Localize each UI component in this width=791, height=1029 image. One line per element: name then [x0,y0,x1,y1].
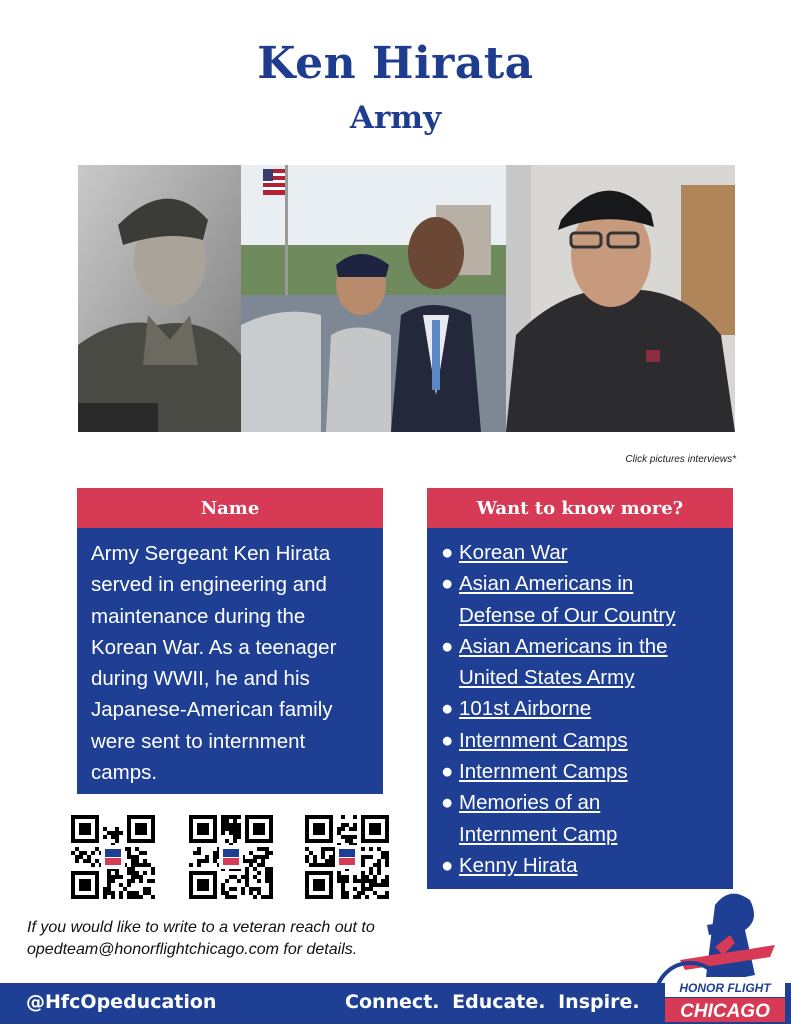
elder-photo[interactable] [506,165,735,432]
bio-line: were sent to internment [91,729,306,753]
resource-link[interactable] [459,572,676,626]
qr-code-icon[interactable] [189,815,273,899]
resource-link[interactable] [459,760,628,783]
resource-link-text: 101st Airborne [459,697,592,721]
contact-line: If you would like to write to a veteran reach out to [27,919,375,936]
bio-panel [77,528,383,794]
bullet-icon: ● [441,728,454,752]
resource-link-item [441,725,723,756]
contact-note [27,917,487,961]
honor-flight-logo [645,885,791,1024]
qr-code-icon[interactable] [71,815,155,899]
resource-link-text: Asian Americans in [459,572,634,596]
resource-link[interactable] [459,541,568,564]
resource-link-item [441,693,723,724]
photo-strip [78,165,735,432]
resource-link-text: Asian Americans in the [459,634,668,658]
qr-code-icon[interactable] [305,815,389,899]
resource-link-item [441,568,723,631]
bio-line: maintenance during the [91,604,306,628]
logo-line2: CHICAGO [680,1001,770,1022]
resource-link-item [441,787,723,850]
bullet-icon: ● [441,791,454,815]
resource-link-text: Korean War [459,541,568,564]
resource-link[interactable] [459,697,591,720]
bullet-icon: ● [441,760,454,784]
bullet-icon: ● [441,541,454,564]
photo-caption: Click pictures interviews* [625,454,736,465]
social-handle: @HfcOpeducation [26,991,217,1013]
resource-link-item [441,631,723,694]
resource-link[interactable] [459,729,628,752]
bullet-icon: ● [441,697,454,721]
resource-link-item [441,756,723,787]
logo-line1: HONOR FLIGHT [679,981,771,995]
resource-links-panel [427,528,733,889]
bio-line: camps. [91,761,158,785]
flag-icon [263,169,285,195]
page-title: Ken Hirata [257,38,534,89]
resource-link-text: Defense of Our Country [459,603,676,627]
resource-link[interactable] [459,854,578,877]
resource-link-text: Internment Camps [459,728,628,752]
resource-link-text: Internment Camp [459,822,618,846]
resource-link-item [441,850,723,881]
bio-line: Army Sergeant Ken Hirata [91,542,331,565]
group-photo[interactable] [241,165,506,432]
resource-link[interactable] [459,635,668,689]
resource-link-list [441,537,723,881]
resource-link[interactable] [459,791,617,845]
resource-link-item [441,537,723,568]
branch-subtitle: Army [349,100,442,136]
bio-line: during WWII, he and his [91,667,310,691]
more-heading: Want to know more? [427,488,733,528]
bio-line: Korean War. As a teenager [91,635,337,659]
bullet-icon: ● [441,853,454,877]
resource-link-text: Kenny Hirata [459,853,578,877]
bio-heading: Name [77,488,383,528]
portrait-photo[interactable] [78,165,241,432]
footer-tagline: Connect. Educate. Inspire. [345,991,640,1013]
resource-link-text: Memories of an [459,791,601,815]
contact-email-line: opedteam@honorflightchicago.com for details. [27,941,358,958]
bio-line: served in engineering and [91,573,327,597]
resource-link-text: United States Army [459,666,635,690]
bullet-icon: ● [441,572,454,596]
resource-link-text: Internment Camps [459,760,628,784]
bio-line: Japanese-American family [91,698,333,722]
bullet-icon: ● [441,634,454,658]
